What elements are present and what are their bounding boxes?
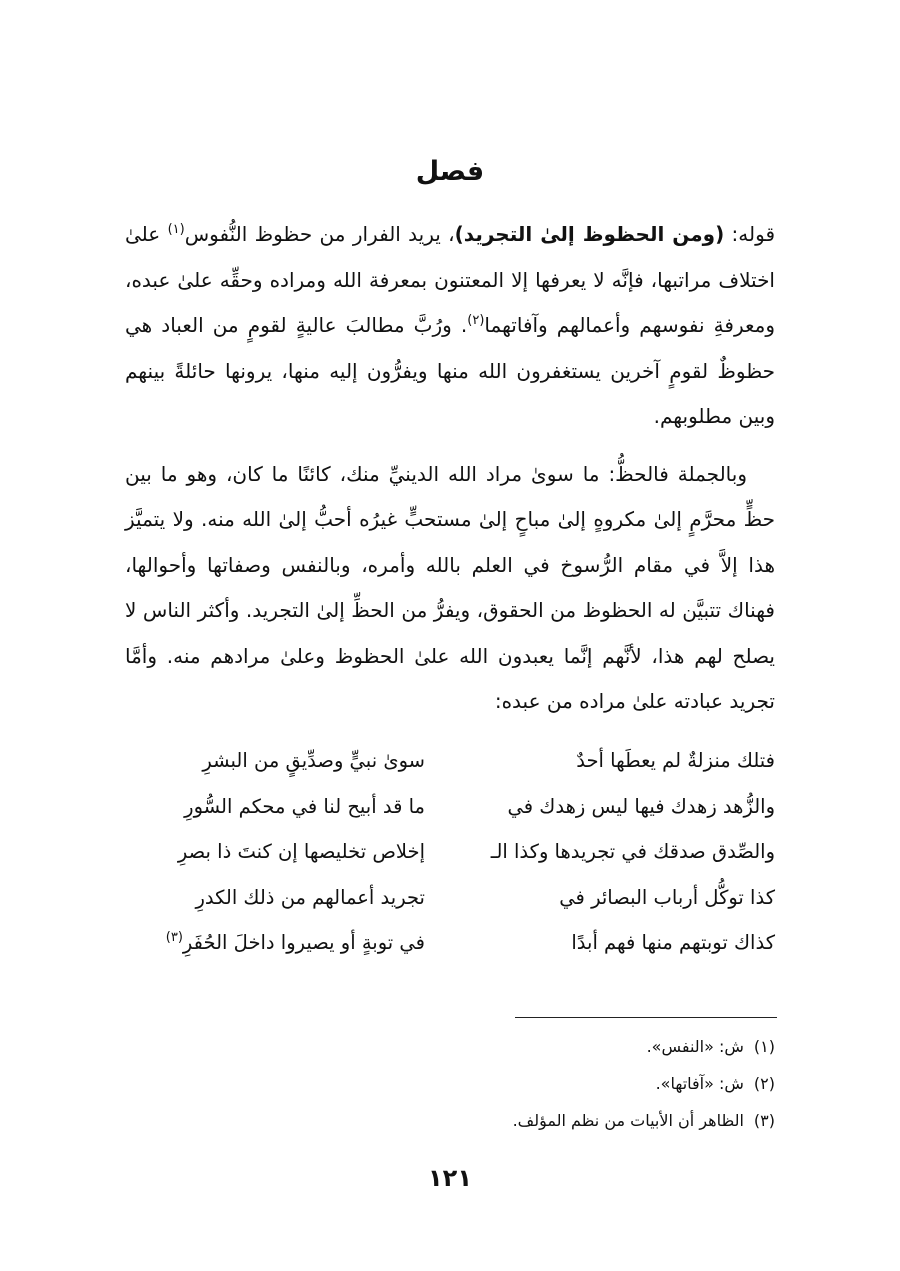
verse-first-hemistich: والزُّهد زهدك فيها ليس زهدك في xyxy=(507,794,775,818)
footnote-number: (١) xyxy=(753,1037,775,1056)
paragraph-1-text-b: علىٰ اختلاف مراتبها، فإنَّه لا يعرفها إلا المعتنون بمعرفة الله ومراده وحقِّه علىٰ عبده، ومعرفةِ نفوسهم وأعمالهم وآفاتهما xyxy=(125,222,776,337)
paragraph-1 xyxy=(125,212,775,440)
footnote-number: (٣) xyxy=(753,1111,775,1130)
footnote-text: الظاهر أن الأبيات من نظم المؤلف. xyxy=(512,1111,744,1130)
footnotes xyxy=(125,1028,775,1139)
paragraph-1-label: قوله: xyxy=(724,222,776,246)
verse-first-hemistich: كذاك توبتهم منها فهم أبدًا xyxy=(571,931,775,954)
footnote-1 xyxy=(125,1028,775,1065)
verse-second-text: في توبةٍ أو يصيروا داخلَ الحُفَرِ xyxy=(182,931,425,954)
verse-first-hemistich: كذا توكُّل أرباب البصائر في xyxy=(559,885,775,909)
poem-verse xyxy=(125,829,775,875)
footnote-ref-3[interactable]: (٣) xyxy=(165,930,183,945)
verse-second-hemistich xyxy=(125,784,425,830)
poem-verse xyxy=(125,784,775,830)
footnote-text: ش: «النفس». xyxy=(646,1037,744,1056)
verse-second-text: سوىٰ نبيٍّ وصدِّيقٍ من البشرِ xyxy=(202,749,425,772)
verse-second-hemistich xyxy=(125,738,425,784)
verse-second-hemistich xyxy=(125,875,425,921)
footnote-3 xyxy=(125,1102,775,1139)
footnote-text: ش: «آفاتها». xyxy=(655,1074,744,1093)
poem xyxy=(125,738,775,966)
main-text xyxy=(125,212,775,725)
footnote-number: (٢) xyxy=(753,1074,775,1093)
quoted-phrase: (ومن الحظوظ إلىٰ التجريد) xyxy=(454,222,725,246)
verse-first-hemistich: والصِّدق صدقك في تجريدها وكذا الـ xyxy=(490,840,775,863)
verse-first-hemistich: فتلك منزلةٌ لم يعطَها أحدٌ xyxy=(576,749,775,772)
paragraph-1-text-c: . ورُبَّ مطالبَ عاليةٍ لقومٍ من العباد هي حظوظٌ لقومٍ آخرين يستغفرون الله منها ويفرُّون إليه منها، يرونها حائلةً بينهم وبين مطلوبهم. xyxy=(125,313,775,428)
verse-second-text: تجريد أعمالهم من ذلك الكدرِ xyxy=(195,885,425,909)
paragraph-1-text-a: ، يريد الفرار من حظوظ النُّفوس xyxy=(184,222,455,246)
verse-second-text: ما قد أبيح لنا في محكم السُّورِ xyxy=(184,794,425,818)
paragraph-2: وبالجملة فالحظُّ: ما سوىٰ مراد الله الدينيِّ منك، كائنًا ما كان، وهو ما بين حظٍّ محرَّمٍ إلىٰ مكروهٍ إلىٰ مباحٍ إلىٰ مستحبٍّ غيرُه أحبُّ إلىٰ الله منه. ولا يتميَّز هذا إلاَّ في مقام الرُّسوخ في العلم بالله وأمره، وبالنفس وصفاتها وأحوالها، فهناك تتبيَّن له الحظوظ من الحقوق، ويفرُّ من الحظِّ إلىٰ التجريد. وأكثر الناس لا يصلح لهم هذا، لأنَّهم إنَّما يعبدون الله علىٰ الحظوظ وعلىٰ مرادهم منه. وأمَّا تجريد عبادته علىٰ مراده من عبده: xyxy=(125,461,775,713)
footnote-divider xyxy=(515,1017,777,1018)
poem-verse xyxy=(125,875,775,921)
poem-verse xyxy=(125,920,775,966)
footnote-ref-2[interactable]: (٢) xyxy=(467,313,485,328)
poem-verse xyxy=(125,738,775,784)
page-number: ١٢١ xyxy=(428,1164,472,1192)
footnote-ref-1[interactable]: (١) xyxy=(167,222,185,237)
verse-second-text: إخلاص تخليصها إن كنتَ ذا بصرِ xyxy=(177,840,425,863)
footnote-2 xyxy=(125,1065,775,1102)
verse-second-hemistich xyxy=(125,920,425,966)
verse-second-hemistich xyxy=(125,829,425,875)
section-heading: فصل xyxy=(415,156,485,187)
